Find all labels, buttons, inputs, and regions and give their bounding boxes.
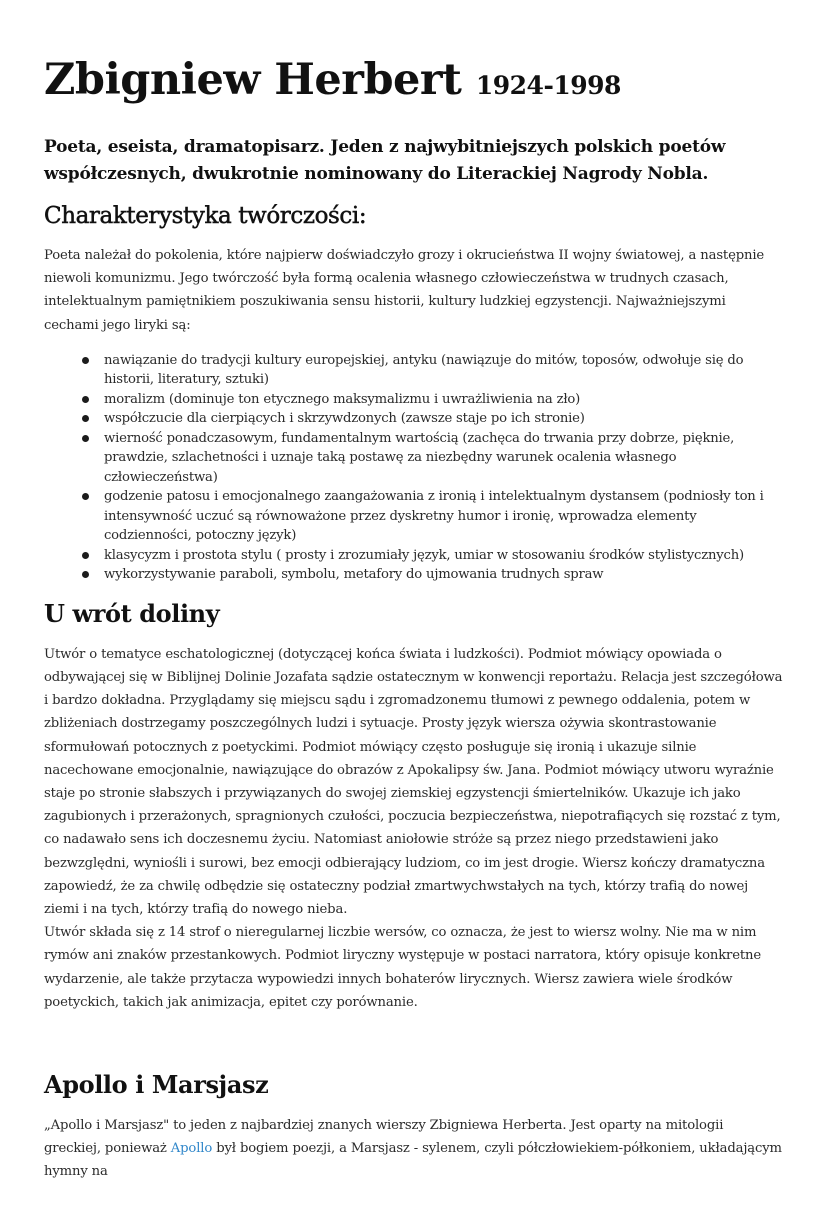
- list-item-text: godzenie patosu i emocjonalnego zaangażowania z ironią i intelektualnym dystansem (podniosły ton i intensywność uczuć są równoważone przez dyskretny humor i ironię, wprowadza elementy codzienności, potoczny język): [104, 489, 764, 544]
- author-years: 1924-1998: [475, 71, 621, 100]
- list-item-text: wykorzystywanie paraboli, symbolu, metafory do ujmowania trudnych spraw: [104, 567, 604, 583]
- bullet-icon: [82, 415, 89, 422]
- list-item: [82, 546, 784, 566]
- bullet-icon: [82, 396, 89, 403]
- section-heading-apollo-i-marsjasz: Apollo i Marsjasz: [44, 1070, 269, 1100]
- list-item: [82, 565, 784, 585]
- list-item-text: moralizm (dominuje ton etycznego maksymalizmu i uwrażliwienia na zło): [104, 391, 581, 407]
- apollo-paragraph: [44, 1114, 784, 1184]
- bullet-icon: [82, 571, 89, 578]
- list-item-text: współczucie dla cierpiących i skrzywdzonych (zawsze staje po ich stronie): [104, 411, 585, 427]
- author-name: Zbigniew Herbert: [44, 55, 462, 105]
- section-heading-u-wrot-doliny: U wrót doliny: [44, 598, 220, 628]
- list-item: [82, 429, 784, 488]
- list-item: [82, 351, 784, 390]
- bullet-icon: [82, 435, 89, 442]
- lead-paragraph: Poeta, eseista, dramatopisarz. Jeden z najwybitniejszych polskich poetów współczesnych, dwukrotnie nominowany do Literackiej Nagrody Nobla.: [44, 137, 726, 184]
- apollo-link[interactable]: Apollo: [170, 1141, 213, 1157]
- list-item-text: klasycyzm i prostota stylu ( prosty i zrozumiały język, umiar w stosowaniu środków stylistycznych): [104, 547, 744, 563]
- page-title: [44, 50, 784, 116]
- apollo-text-before-link: „Apollo i Marsjasz" to jeden z najbardziej znanych wierszy Zbigniewa Herberta. Jest oparty na mitologii greckiej, ponieważ: [44, 1118, 724, 1157]
- u-wrot-doliny-paragraph-2: Utwór składa się z 14 strof o nieregularnej liczbie wersów, co oznacza, że jest to wiersz wolny. Nie ma w nim rymów ani znaków przestankowych. Podmiot liryczny występuje w postaci narratora, który opisuje konkretne wydarzenie, ale także przytacza wypowiedzi innych bohaterów lirycznych. Wiersz zawiera wiele środków poetyckich, takich jak animizacja, epitet czy porównanie.: [44, 925, 762, 1010]
- list-item: [82, 390, 784, 410]
- list-item: [82, 487, 784, 546]
- bullet-icon: [82, 552, 89, 559]
- section-heading-characteristics: Charakterystyka twórczości:: [44, 203, 367, 229]
- list-item: [82, 409, 784, 429]
- features-list: [44, 351, 784, 585]
- apollo-text-after-link: był bogiem poezji, a Marsjasz - sylenem, czyli półczłowiekiem-półkoniem, układającym hymny na: [44, 1141, 782, 1180]
- list-item-text: wierność ponadczasowym, fundamentalnym wartością (zachęca do trwania przy dobrze, pięknie, prawdzie, szlachetności i uznaje taką postawę za niezbędny warunek ocalenia własnego człowieczeństwa): [104, 430, 735, 485]
- characteristics-intro: Poeta należał do pokolenia, które najpierw doświadczyło grozy i okrucieństwa II wojny światowej, a następnie niewoli komunizmu. Jego twórczość była formą ocalenia własnego człowieczeństwa w trudnych czasach, intelektualnym pamiętnikiem poszukiwania sensu historii, kultury ludzkiej egzystencji. Najważniejszymi cechami jego liryki są:: [44, 248, 765, 333]
- list-item-text: nawiązanie do tradycji kultury europejskiej, antyku (nawiązuje do mitów, toposów, odwołuje się do historii, literatury, sztuki): [104, 352, 744, 388]
- bullet-icon: [82, 357, 89, 364]
- u-wrot-doliny-paragraph-1: Utwór o tematyce eschatologicznej (dotyczącej końca świata i ludzkości). Podmiot mówiący opowiada o odbywającej się w Biblijnej Dolinie Jozafata sądzie ostatecznym w konwencji reportażu. Relacja jest szczegółowa i bardzo dokładna. Przyglądamy się miejscu sądu i zgromadzonemu tłumowi z pewnego oddalenia, potem w zbliżeniach dostrzegamy poszczególnych ludzi i sytuacje. Prosty język wiersza ożywia skontrastowanie sformułowań potocznych z poetyckimi. Podmiot mówiący często posługuje się ironią i ukazuje silnie nacechowane emocjonalnie, nawiązujące do obrazów z Apokalipsy św. Jana. Podmiot mówiący utworu wyraźnie staje po stronie słabszych i przywiązanych do swojej ziemskiej egzystencji śmiertelników. Ukazuje ich jako zagubionych i przerażonych, spragnionych czułości, poczucia bezpieczeństwa, niepotrafiących się rozstać z tym, co nadawało sens ich doczesnemu życiu. Natomiast aniołowie stróże są przez niego przedstawieni jako bezwzględni, wyniośli i surowi, bez emocji odbierający ludziom, co im jest drogie. Wiersz kończy dramatyczna zapowiedź, że za chwilę odbędzie się ostateczny podział zmartwychwstałych na tych, którzy trafią do nowej ziemi i na tych, którzy trafią do nowego nieba.: [44, 646, 783, 918]
- bullet-icon: [82, 493, 89, 500]
